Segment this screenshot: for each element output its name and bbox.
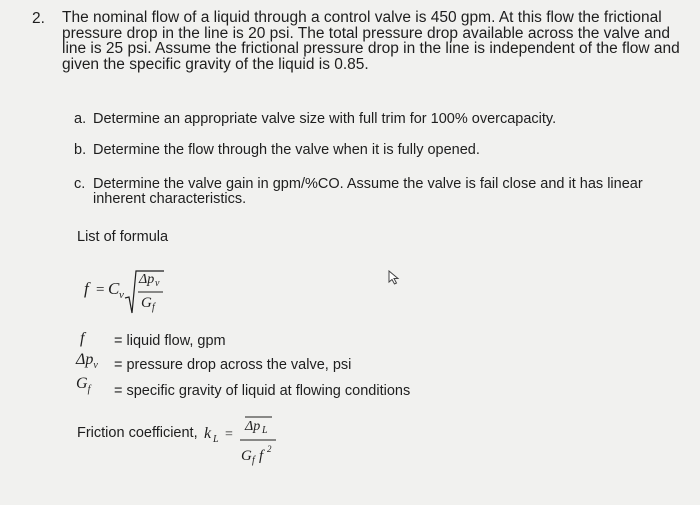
mouse-cursor-icon	[388, 270, 402, 286]
friction-label: Friction coefficient,	[77, 425, 198, 441]
formula-numerator-sub: v	[155, 278, 160, 289]
formula-denominator: G	[141, 295, 152, 311]
part-text: Determine the flow through the valve when it is fully opened.	[93, 142, 480, 158]
definition-text: = specific gravity of liquid at flowing conditions	[114, 383, 411, 399]
question-text	[62, 10, 687, 72]
friction-numerator: Δp	[245, 419, 261, 434]
definition-symbol: $\Delta p_v$	[76, 351, 98, 372]
formula-lhs: f	[84, 279, 89, 298]
formula-numerator: Δp	[139, 272, 155, 287]
part-text: Determine an appropriate valve size with full trim for 100% overcapacity.	[93, 111, 557, 127]
friction-k-sub: L	[213, 434, 219, 445]
friction-denominator-g-sub: f	[252, 455, 255, 466]
part-c	[74, 177, 643, 207]
part-text: inherent characteristics.	[93, 191, 247, 207]
definition-symbol: f	[80, 330, 85, 347]
formula-heading: List of formula	[77, 229, 169, 245]
friction-numerator-sub: L	[262, 425, 268, 436]
part-label: b.	[74, 142, 87, 158]
question-line: The nominal flow of a liquid through a control valve is 450 gpm. At this flow the frictional	[62, 9, 662, 26]
friction-denominator-f: f	[259, 448, 264, 464]
formula-equals: =	[96, 282, 105, 298]
definition-text: = liquid flow, gpm	[114, 333, 226, 349]
definition-symbol: $G_f$	[76, 375, 91, 396]
part-text: Determine the valve gain in gpm/%CO. Assume the valve is fail close and it has linear	[93, 176, 643, 192]
friction-denominator-sup: 2	[267, 444, 272, 454]
friction-formula	[200, 412, 310, 472]
friction-denominator-g: G	[241, 448, 252, 464]
friction-equals: =	[225, 427, 233, 442]
formula-coef-sub: v	[119, 289, 124, 301]
part-label: c.	[74, 176, 86, 192]
question-number: 2.	[32, 10, 45, 27]
part-label: a.	[74, 111, 87, 127]
question-line: pressure drop in the line is 20 psi. The total pressure drop available across the valve and	[62, 24, 671, 42]
friction-k: k	[204, 425, 212, 442]
part-a	[74, 112, 556, 127]
formula-coef: C	[108, 279, 120, 298]
part-b	[74, 143, 480, 158]
formula-denominator-sub: f	[152, 302, 155, 313]
question-line: given the specific gravity of the liquid is 0.85.	[62, 55, 369, 73]
question-line: line is 25 psi. Assume the frictional pressure drop in the line is independent of the flow and	[62, 40, 680, 57]
definition-text: = pressure drop across the valve, psi	[114, 357, 352, 373]
flow-formula	[80, 268, 200, 318]
